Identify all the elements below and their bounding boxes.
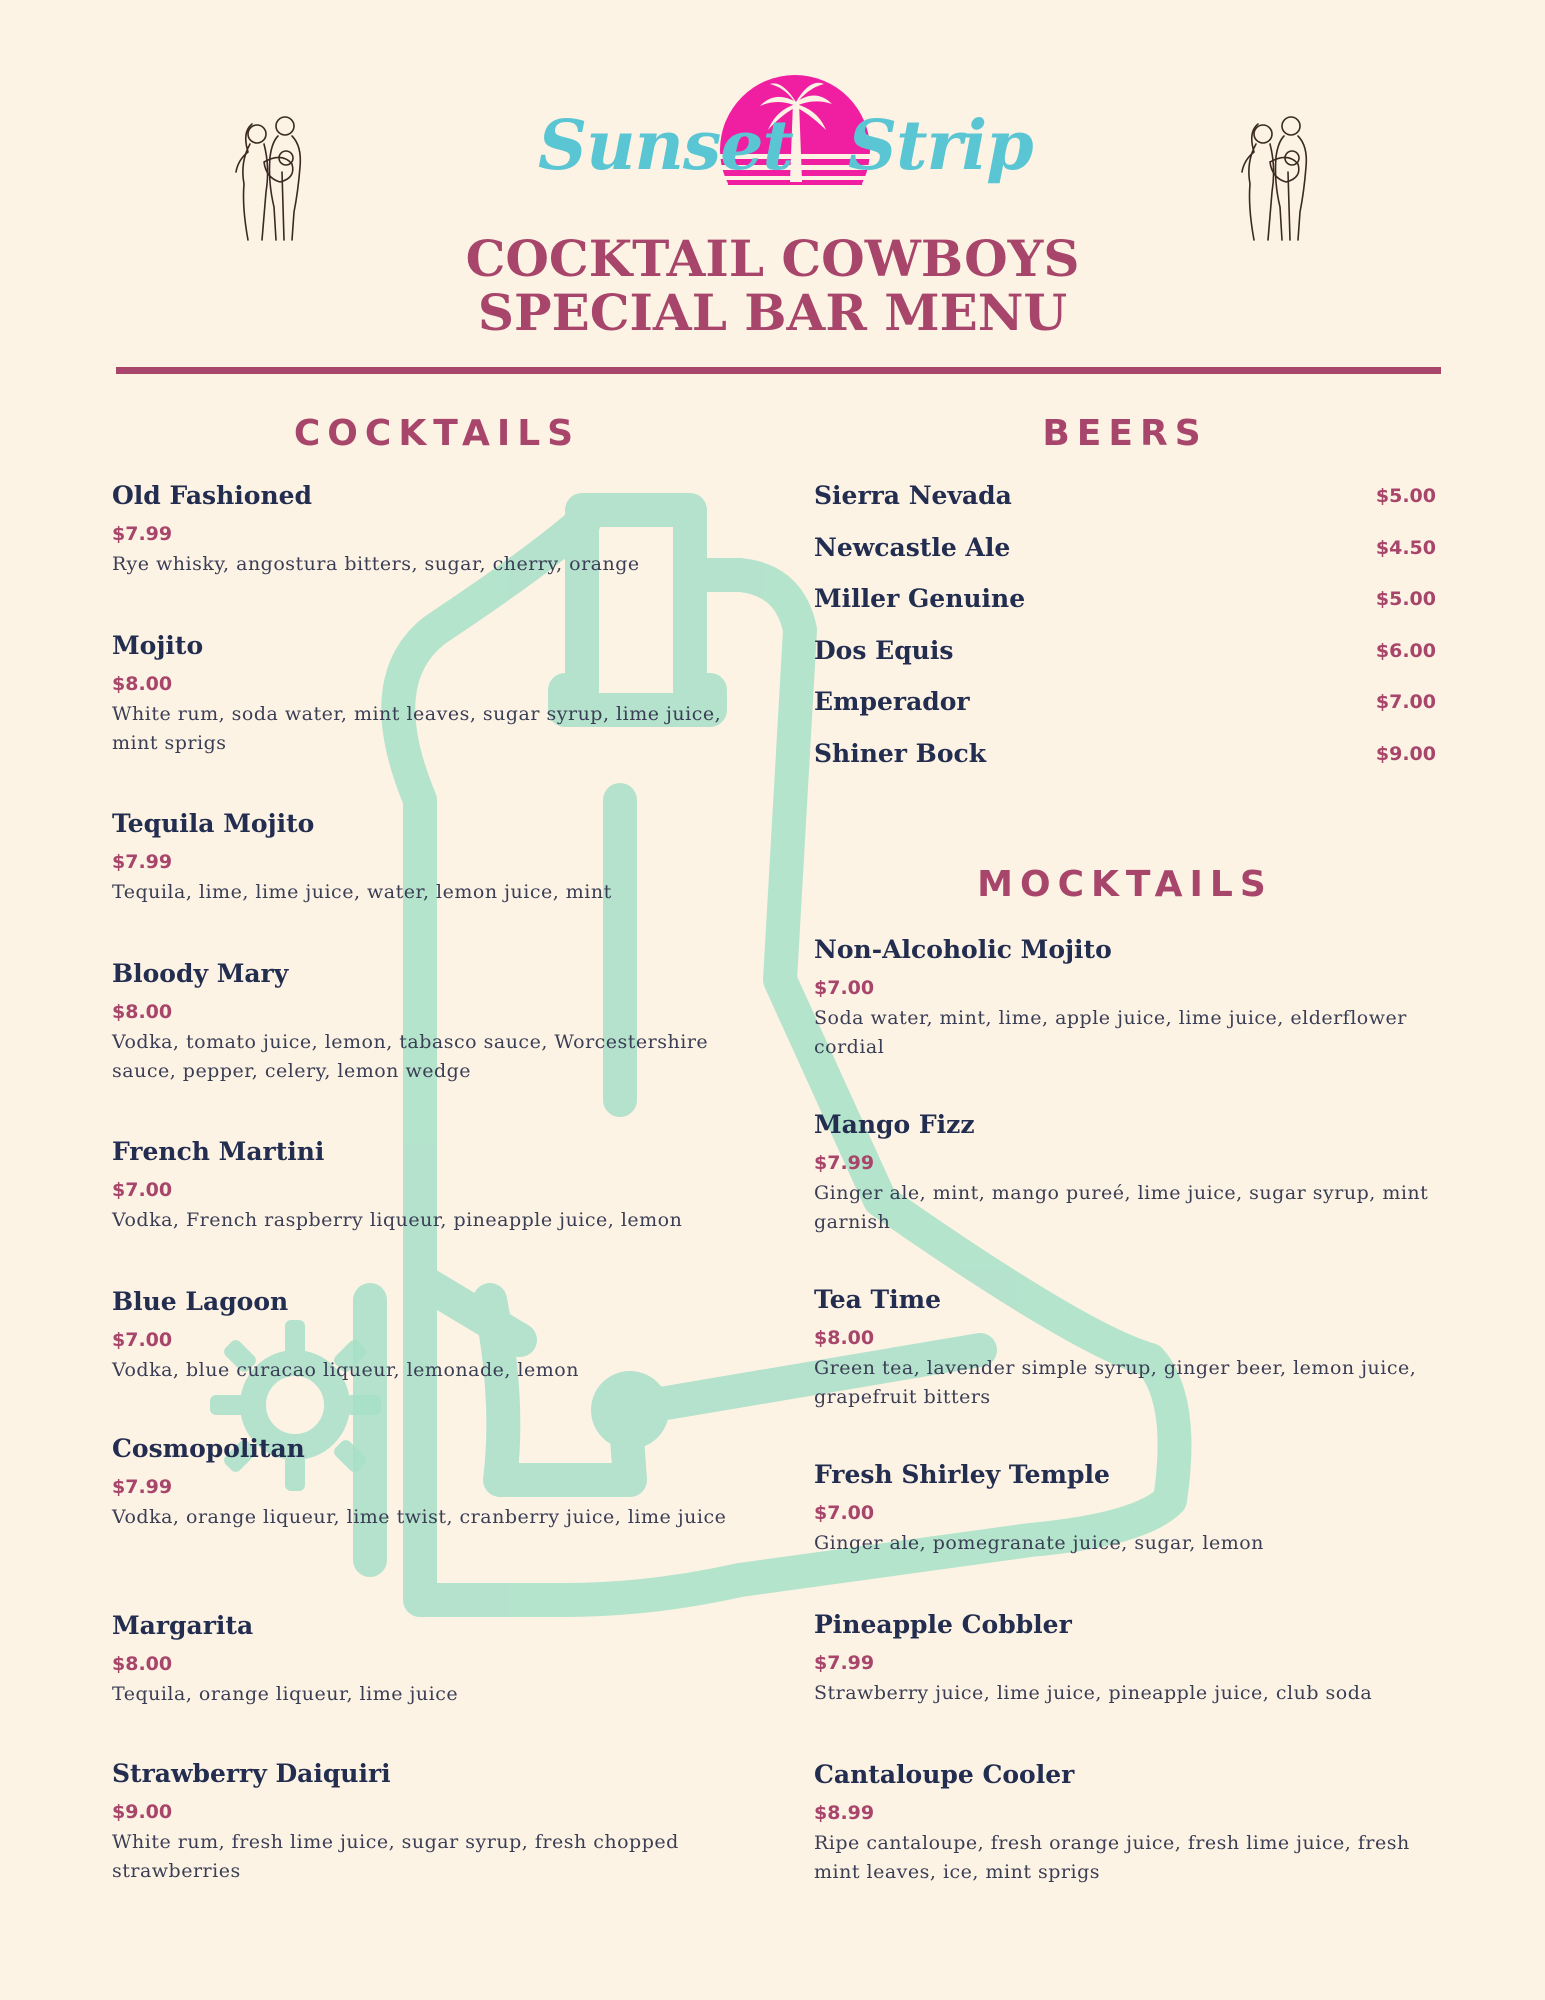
item-name: Cantaloupe Cooler (814, 1760, 1075, 1789)
menu-item (814, 1457, 1454, 1558)
beer-price: $5.00 (1375, 588, 1436, 610)
item-description: Ginger ale, mint, mango pureé, lime juice, sugar syrup, mint garnish (814, 1182, 1429, 1233)
item-name: Mojito (112, 631, 204, 660)
item-price: $8.00 (112, 673, 173, 695)
item-price: $7.99 (814, 1152, 875, 1174)
title-line-2: SPECIAL BAR MENU (477, 283, 1068, 342)
item-name: Mango Fizz (814, 1110, 975, 1139)
title-divider (116, 367, 1441, 374)
beer-price: $4.50 (1375, 536, 1436, 559)
menu-item (112, 1756, 752, 1886)
beers-list (814, 478, 1436, 787)
item-price: $9.00 (112, 1801, 173, 1823)
menu-item (814, 1607, 1454, 1708)
mocktails-heading: MOCKTAILS (977, 864, 1273, 905)
couple-line-art-right (1228, 112, 1328, 242)
item-name: Fresh Shirley Temple (814, 1460, 1110, 1489)
menu-item (814, 1107, 1454, 1237)
title-line-1: COCKTAIL COWBOYS (465, 229, 1080, 288)
beer-row (814, 581, 1436, 633)
beer-name: Shiner Bock (814, 738, 987, 768)
menu-item (814, 1757, 1454, 1887)
item-description: Rye whisky, angostura bitters, sugar, cherry, orange (112, 553, 640, 575)
item-description: Green tea, lavender simple syrup, ginger beer, lemon juice, grapefruit bitters (814, 1357, 1417, 1408)
item-description: Soda water, mint, lime, apple juice, lime juice, elderflower cordial (814, 1007, 1407, 1058)
item-price: $7.00 (814, 977, 875, 999)
menu-item (112, 806, 752, 907)
menu-item (112, 1134, 752, 1235)
item-price: $7.00 (112, 1179, 173, 1201)
item-description: Vodka, blue curacao liqueur, lemonade, lemon (112, 1359, 579, 1381)
beer-row (814, 736, 1436, 788)
item-description: Tequila, orange liqueur, lime juice (112, 1683, 459, 1705)
beer-row (814, 530, 1436, 582)
menu-item (112, 956, 752, 1086)
item-price: $8.00 (112, 1653, 173, 1675)
logo-word-right: Strip (848, 106, 1033, 186)
item-name: Cosmopolitan (112, 1434, 305, 1463)
page-title (0, 229, 1545, 342)
item-description: Ripe cantaloupe, fresh orange juice, fresh lime juice, fresh mint leaves, ice, mint sprigs (814, 1832, 1410, 1883)
item-description: White rum, soda water, mint leaves, sugar syrup, lime juice, mint sprigs (112, 703, 722, 754)
item-name: Bloody Mary (112, 959, 289, 988)
item-name: Strawberry Daiquiri (112, 1759, 391, 1788)
item-description: Strawberry juice, lime juice, pineapple juice, club soda (814, 1682, 1373, 1704)
item-name: Pineapple Cobbler (814, 1610, 1072, 1639)
beer-name: Newcastle Ale (814, 532, 1011, 562)
item-price: $8.00 (814, 1327, 875, 1349)
item-price: $8.00 (112, 1001, 173, 1023)
beer-name: Miller Genuine (814, 584, 1026, 613)
logo-word-left: Sunset (538, 106, 793, 186)
menu-item (112, 1284, 752, 1385)
item-price: $7.00 (814, 1502, 875, 1524)
couple-line-art-left (222, 112, 322, 242)
item-price: $7.99 (814, 1652, 875, 1674)
item-name: Blue Lagoon (112, 1287, 289, 1316)
item-price: $7.99 (112, 1476, 173, 1498)
cocktails-heading: COCKTAILS (293, 413, 581, 454)
beer-row (814, 684, 1436, 736)
beer-price: $9.00 (1375, 742, 1436, 765)
item-price: $8.99 (814, 1802, 875, 1824)
beer-name: Emperador (814, 687, 970, 716)
item-description: Vodka, tomato juice, lemon, tabasco sauce, Worcestershire sauce, pepper, celery, lemon wedge (112, 1031, 709, 1082)
item-description: Tequila, lime, lime juice, water, lemon juice, mint (112, 881, 612, 903)
menu-item (112, 1431, 752, 1532)
item-name: Tea Time (814, 1285, 942, 1314)
beer-name: Sierra Nevada (814, 481, 1012, 510)
beer-price: $7.00 (1375, 691, 1436, 713)
item-name: Non-Alcoholic Mojito (814, 935, 1112, 964)
menu-item (814, 932, 1454, 1062)
beers-heading: BEERS (1042, 413, 1208, 454)
item-name: Old Fashioned (112, 481, 313, 510)
item-description: Vodka, French raspberry liqueur, pineapple juice, lemon (112, 1209, 683, 1231)
item-name: French Martini (112, 1137, 325, 1166)
menu-item (112, 478, 752, 579)
beer-row (814, 478, 1436, 530)
item-price: $7.99 (112, 851, 173, 873)
beer-name: Dos Equis (814, 635, 954, 665)
sunset-strip-logo (530, 62, 1033, 212)
item-description: Ginger ale, pomegranate juice, sugar, lemon (814, 1532, 1264, 1554)
item-price: $7.99 (112, 523, 173, 545)
item-description: Vodka, orange liqueur, lime twist, cranberry juice, lime juice (112, 1506, 727, 1528)
menu-item (814, 1282, 1454, 1412)
menu-item (112, 1608, 752, 1709)
beer-price: $5.00 (1375, 485, 1436, 507)
beer-price: $6.00 (1375, 639, 1436, 662)
item-name: Margarita (112, 1611, 254, 1640)
item-price: $7.00 (112, 1329, 173, 1351)
menu-item (112, 628, 752, 758)
item-name: Tequila Mojito (112, 809, 315, 838)
item-description: White rum, fresh lime juice, sugar syrup, fresh chopped strawberries (112, 1831, 679, 1882)
beer-row (814, 633, 1436, 685)
